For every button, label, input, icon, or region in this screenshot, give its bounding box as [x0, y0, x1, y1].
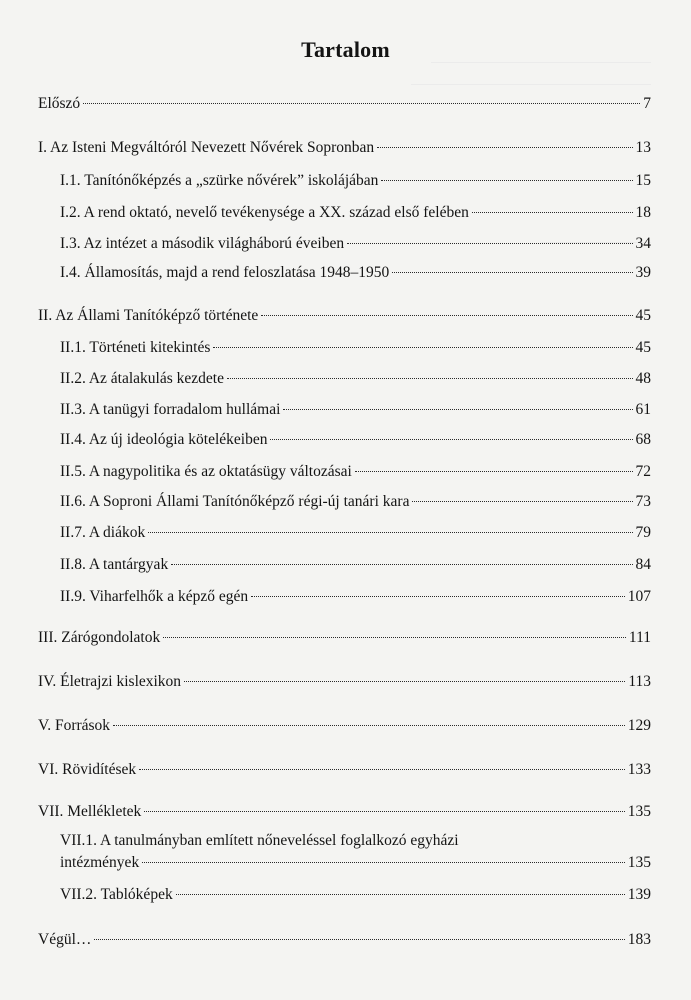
- toc-entry-vegul[interactable]: [38, 930, 651, 950]
- toc-entry-label: VII.2. Tablóképek: [60, 886, 173, 903]
- toc-entry-page: 135: [627, 803, 651, 820]
- toc-entry-part-6[interactable]: [38, 760, 651, 780]
- toc-entry-label: II.3. A tanügyi forradalom hullámai: [60, 401, 281, 418]
- toc-entry-page: 113: [628, 673, 651, 690]
- dot-leader: [163, 637, 626, 638]
- toc-entry-label: II.6. A Soproni Állami Tanítónőképző régi-új tanári kara: [60, 493, 410, 510]
- toc-entry-2-4[interactable]: [60, 430, 651, 450]
- toc-entry-label: I.2. A rend oktató, nevelő tevékenysége a XX. század első felében: [60, 204, 469, 221]
- toc-entry-1-1[interactable]: [60, 171, 651, 191]
- dot-leader: [176, 894, 625, 895]
- toc-entry-page: 84: [635, 556, 651, 573]
- toc-entry-2-3[interactable]: [60, 400, 651, 420]
- toc-entry-label: V. Források: [38, 717, 111, 734]
- toc-entry-label: II.2. Az átalakulás kezdete: [60, 370, 224, 387]
- toc-entry-1-3[interactable]: [60, 234, 651, 254]
- toc-entry-label: I.1. Tanítónőképzés a „szürke nővérek” iskolájában: [60, 172, 379, 189]
- toc-entry-2-6[interactable]: [60, 492, 651, 512]
- toc-entry-page: 7: [643, 95, 651, 112]
- toc-entry-2-7[interactable]: [60, 523, 651, 543]
- dot-leader: [347, 243, 632, 244]
- dot-leader: [392, 272, 632, 273]
- bleed-through: [411, 70, 651, 85]
- toc-entry-label: III. Zárógondolatok: [38, 629, 161, 646]
- toc-entry-page: 13: [635, 139, 651, 156]
- toc-entry-label: IV. Életrajzi kislexikon: [38, 673, 182, 690]
- page-title: Tartalom: [301, 37, 390, 62]
- toc-entry-part-2[interactable]: [38, 306, 651, 326]
- toc-entry-label: I.4. Államosítás, majd a rend feloszlatása 1948–1950: [60, 264, 390, 281]
- toc-entry-label: VII. Mellékletek: [38, 803, 142, 820]
- toc-entry-7-1[interactable]: [60, 853, 651, 873]
- toc-entry-page: 107: [627, 588, 651, 605]
- dot-leader: [261, 315, 632, 316]
- toc-entry-label: intézmények: [60, 854, 140, 871]
- toc-entry-page: 135: [627, 854, 651, 871]
- toc-entry-7-2[interactable]: [60, 885, 651, 905]
- toc-entry-page: 111: [628, 629, 651, 646]
- toc-entry-page: 15: [635, 172, 651, 189]
- dot-leader: [148, 532, 632, 533]
- toc-entry-2-5[interactable]: [60, 462, 651, 482]
- toc-entry-page: 183: [627, 931, 651, 948]
- toc-entry-label: II.9. Viharfelhők a képző egén: [60, 588, 249, 605]
- toc-entry-page: 133: [627, 761, 651, 778]
- dot-leader: [381, 180, 632, 181]
- dot-leader: [472, 212, 633, 213]
- toc-entry-label: II. Az Állami Tanítóképző története: [38, 307, 259, 324]
- toc-entry-label: II.5. A nagypolitika és az oktatásügy változásai: [60, 463, 352, 480]
- toc-entry-page: 45: [635, 339, 651, 356]
- toc-entry-page: 61: [635, 401, 651, 418]
- toc-entry-label: Végül…: [38, 931, 92, 948]
- toc-entry-label: II.8. A tantárgyak: [60, 556, 169, 573]
- toc-entry-page: 18: [635, 204, 651, 221]
- dot-leader: [171, 564, 632, 565]
- toc-entry-page: 45: [635, 307, 651, 324]
- toc-entry-label: II.1. Történeti kitekintés: [60, 339, 211, 356]
- toc-entry-page: 139: [627, 886, 651, 903]
- toc-entry-label: Előszó: [38, 95, 81, 112]
- dot-leader: [355, 471, 633, 472]
- toc-entry-page: 79: [635, 524, 651, 541]
- toc-entry-page: 39: [635, 264, 651, 281]
- toc-entry-1-4[interactable]: [60, 263, 651, 283]
- toc-entry-1-2[interactable]: [60, 203, 651, 223]
- toc-entry-part-5[interactable]: [38, 716, 651, 736]
- toc-entry-part-1[interactable]: [38, 138, 651, 158]
- dot-leader: [94, 939, 624, 940]
- toc-entry-page: 68: [635, 431, 651, 448]
- dot-leader: [412, 501, 632, 502]
- toc-entry-page: 48: [635, 370, 651, 387]
- toc-entry-2-1[interactable]: [60, 338, 651, 358]
- toc-entry-2-8[interactable]: [60, 555, 651, 575]
- dot-leader: [283, 409, 632, 410]
- dot-leader: [251, 596, 625, 597]
- toc-entry-2-2[interactable]: [60, 369, 651, 389]
- toc-entry-label: II.7. A diákok: [60, 524, 146, 541]
- dot-leader: [270, 439, 632, 440]
- toc-entry-eloszo[interactable]: [38, 94, 651, 114]
- toc-entry-page: 73: [635, 493, 651, 510]
- toc-entry-label: I.3. Az intézet a második világháború éveiben: [60, 235, 345, 252]
- toc-entry-2-9[interactable]: [60, 587, 651, 607]
- toc-entry-page: 129: [627, 717, 651, 734]
- dot-leader: [227, 378, 633, 379]
- dot-leader: [213, 347, 632, 348]
- dot-leader: [113, 725, 625, 726]
- dot-leader: [184, 681, 625, 682]
- dot-leader: [139, 769, 625, 770]
- dot-leader: [142, 862, 625, 863]
- toc-entry-page: 34: [635, 235, 651, 252]
- toc-entry-label: VI. Rövidítések: [38, 761, 137, 778]
- dot-leader: [83, 103, 640, 104]
- toc-entry-part-4[interactable]: [38, 672, 651, 692]
- toc-entry-part-3[interactable]: [38, 628, 651, 648]
- dot-leader: [377, 147, 632, 148]
- toc-entry-page: 72: [635, 463, 651, 480]
- toc-entry-part-7[interactable]: [38, 802, 651, 822]
- dot-leader: [144, 811, 624, 812]
- toc-entry-label: I. Az Isteni Megváltóról Nevezett Nővérek Sopronban: [38, 139, 375, 156]
- toc-entry-7-1-line1: VII.1. A tanulmányban említett nőneveléssel foglalkozó egyházi: [60, 832, 459, 849]
- toc-entry-label: II.4. Az új ideológia kötelékeiben: [60, 431, 268, 448]
